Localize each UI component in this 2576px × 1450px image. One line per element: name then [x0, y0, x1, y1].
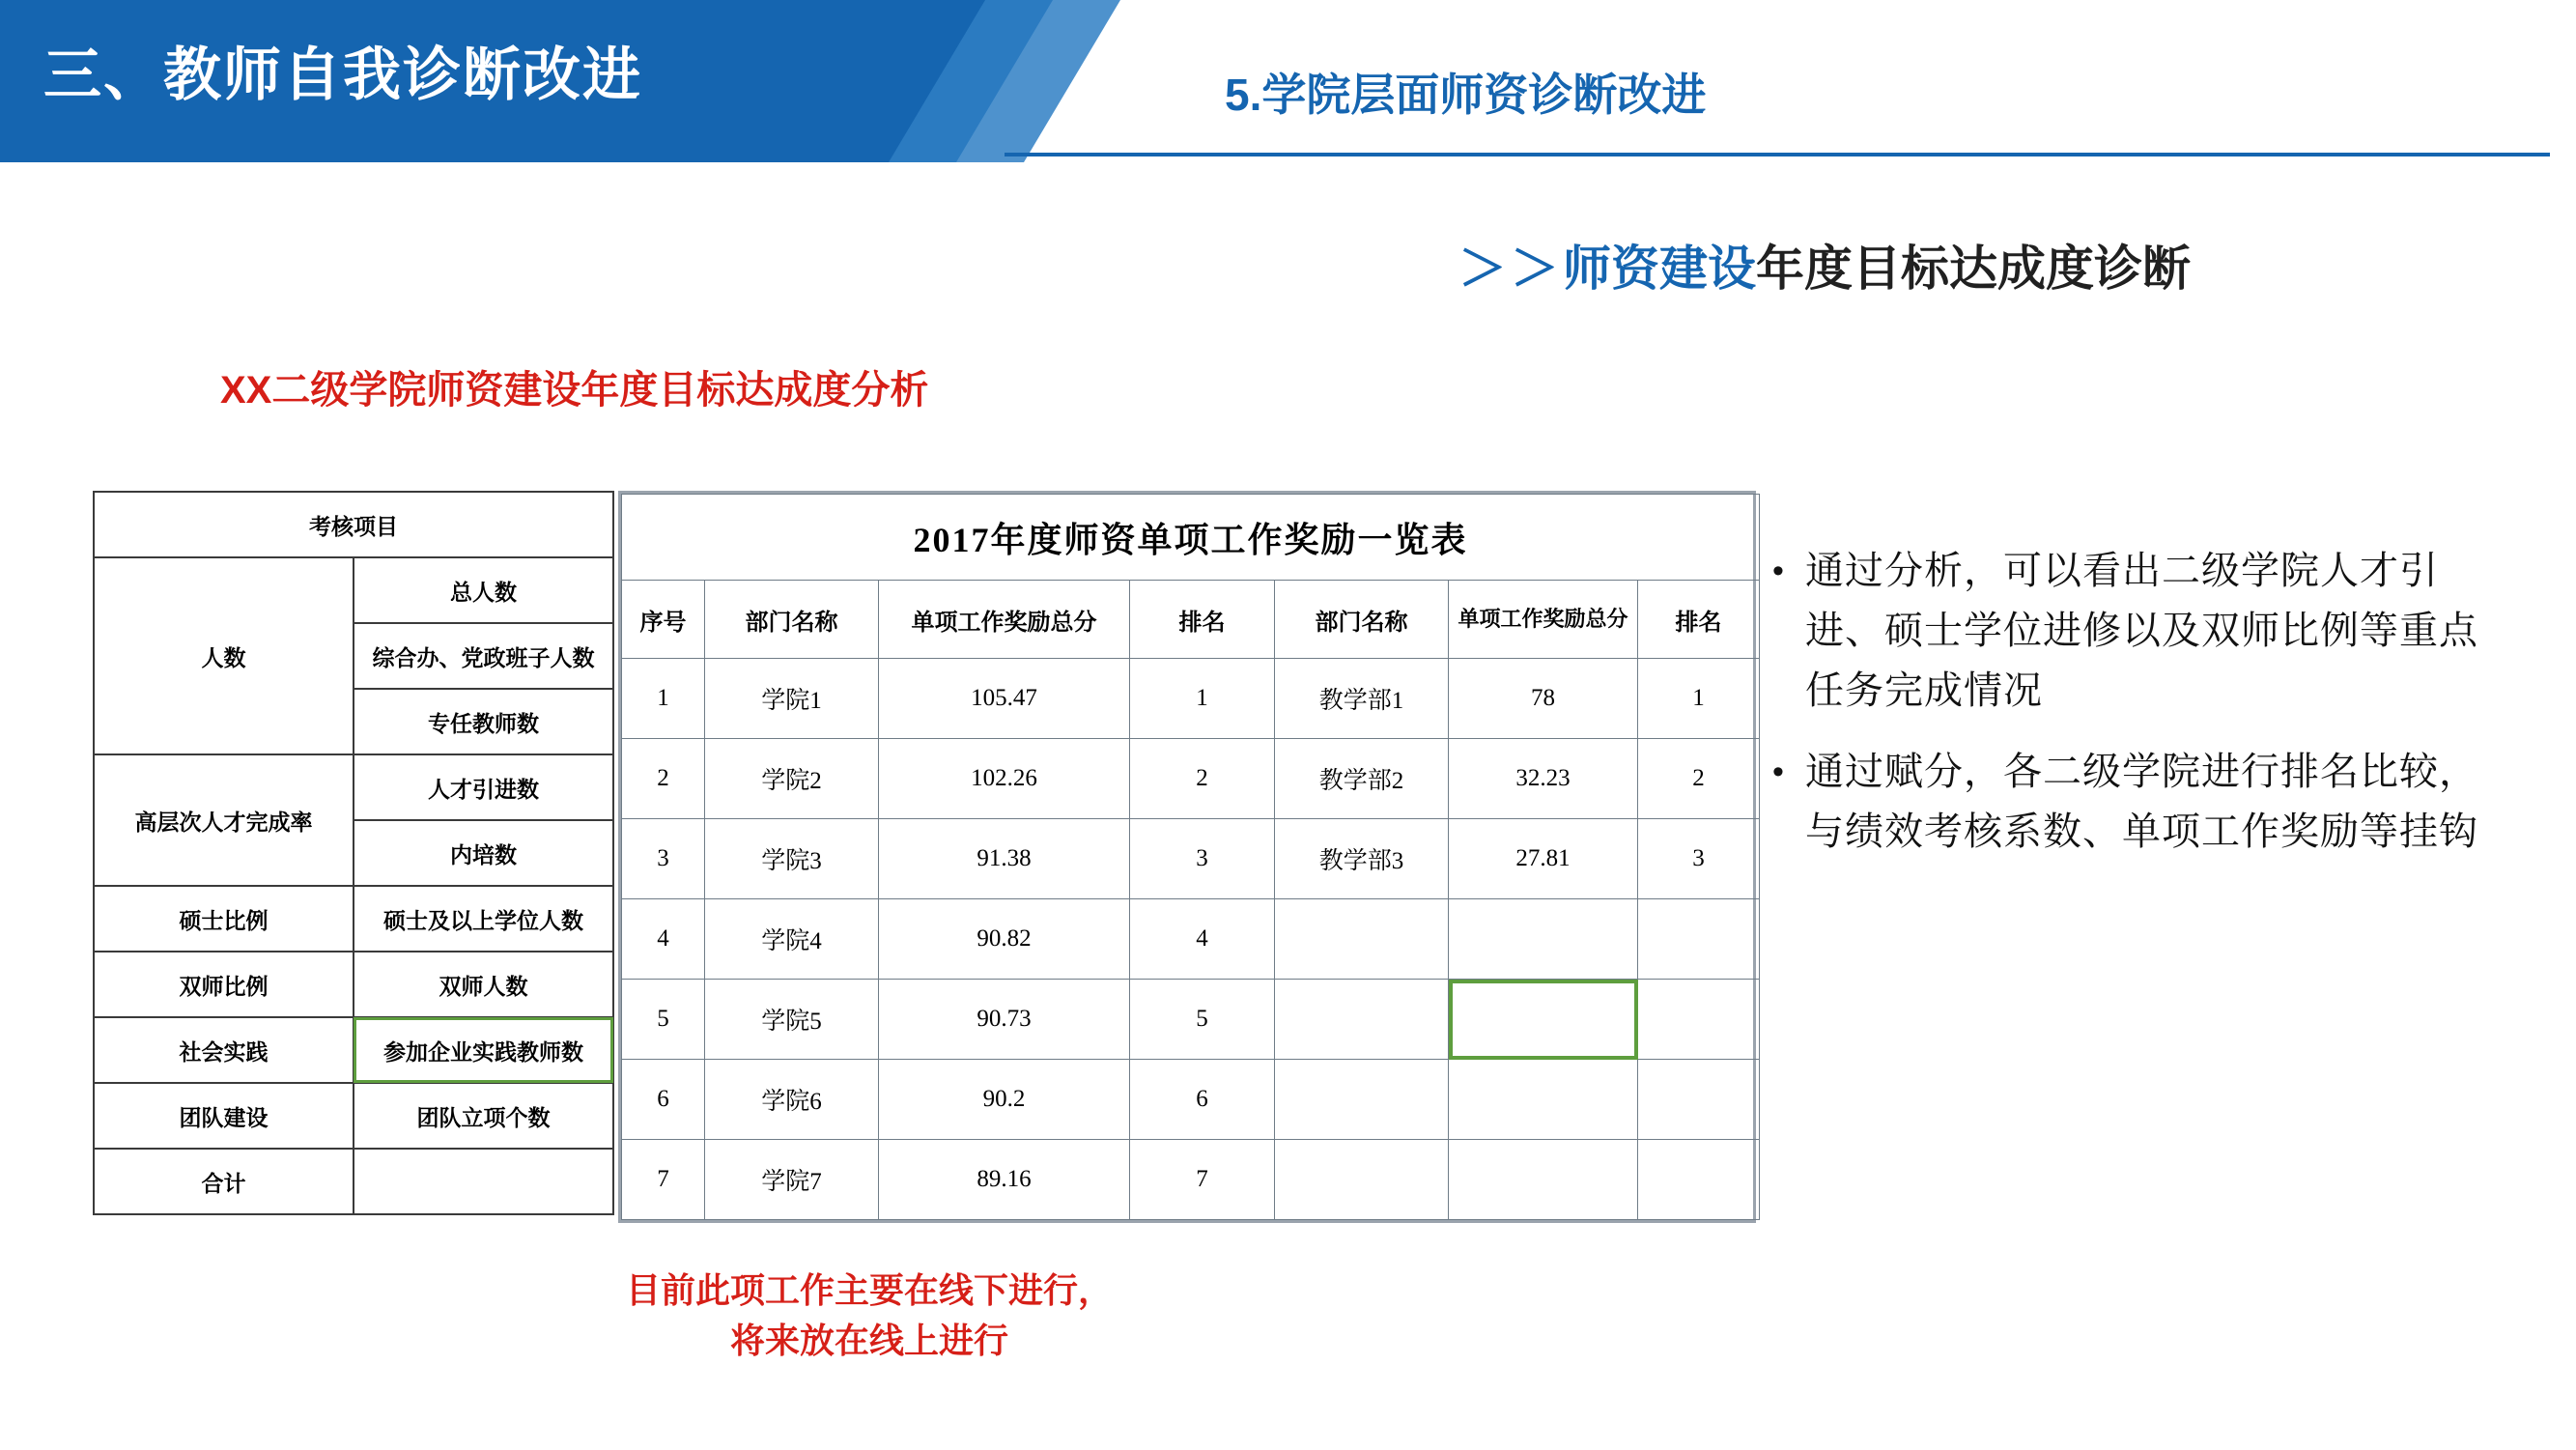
- cell-dept-1[interactable]: 学院2: [705, 739, 879, 819]
- cell-score-1[interactable]: 102.26: [879, 739, 1130, 819]
- cell-dept-2[interactable]: [1275, 1060, 1449, 1140]
- table-row: [622, 1140, 1760, 1220]
- header-divider: [1005, 153, 2550, 156]
- row-item-dual-teacher-count: 双师人数: [354, 952, 613, 1017]
- row-item-enterprise-practice-teachers[interactable]: 参加企业实践教师数: [354, 1017, 613, 1083]
- column-header-dept-2: 部门名称: [1275, 581, 1449, 659]
- section-heading: [1458, 230, 2191, 299]
- assessment-table-header: 考核项目: [94, 492, 613, 557]
- bullet-text-2: 通过赋分，各二级学院进行排名比较，与绩效考核系数、单项工作奖励等挂钩: [1805, 751, 2478, 853]
- table-row: [622, 739, 1760, 819]
- cell-dept-2[interactable]: [1275, 980, 1449, 1060]
- row-category-master-ratio: 硕士比例: [94, 886, 354, 952]
- row-category-dual-teacher-ratio: 双师比例: [94, 952, 354, 1017]
- column-header-score-1: 单项工作奖励总分: [879, 581, 1130, 659]
- header-subtitle: 5.学院层面师资诊断改进: [1225, 70, 1707, 120]
- analysis-title: XX二级学院师资建设年度目标达成度分析: [220, 369, 929, 412]
- cell-dept-2[interactable]: [1275, 899, 1449, 980]
- cell-score-1[interactable]: 90.73: [879, 980, 1130, 1060]
- row-item-admin-people: 综合办、党政班子人数: [354, 623, 613, 689]
- cell-dept-1[interactable]: 学院3: [705, 819, 879, 899]
- slide-header: [0, 0, 2576, 162]
- bullet-dot-icon: •: [1772, 553, 1784, 589]
- table-row: [94, 557, 613, 623]
- table-row: [94, 952, 613, 1017]
- cell-score-1[interactable]: 90.2: [879, 1060, 1130, 1140]
- cell-rank-1[interactable]: 7: [1130, 1140, 1275, 1220]
- summary-bullet-list: [1772, 541, 2487, 883]
- list-item: [1772, 742, 2487, 862]
- bullet-text-1: 通过分析，可以看出二级学院人才引进、硕士学位进修以及双师比例等重点任务完成情况: [1805, 550, 2478, 712]
- column-header-dept-1: 部门名称: [705, 581, 879, 659]
- column-header-score-2: 单项工作奖励总分: [1449, 581, 1638, 659]
- table-row: [94, 492, 613, 557]
- table-row: [94, 1017, 613, 1083]
- row-item-fulltime-teachers: 专任教师数: [354, 689, 613, 754]
- table-row: [622, 1060, 1760, 1140]
- cell-rank-2[interactable]: 1: [1638, 659, 1760, 739]
- row-category-high-level-talent: 高层次人才完成率: [94, 754, 354, 886]
- cell-score-1[interactable]: 89.16: [879, 1140, 1130, 1220]
- section-heading-dark: 年度目标达成度诊断: [1756, 242, 2191, 296]
- table-row: [622, 980, 1760, 1060]
- cell-rank-1[interactable]: 1: [1130, 659, 1275, 739]
- cell-rank-2[interactable]: 2: [1638, 739, 1760, 819]
- cell-seq[interactable]: 4: [622, 899, 705, 980]
- cell-dept-1[interactable]: 学院5: [705, 980, 879, 1060]
- cell-seq[interactable]: 3: [622, 819, 705, 899]
- selected-cell[interactable]: [1449, 980, 1638, 1060]
- table-row: [622, 899, 1760, 980]
- cell-score-1[interactable]: 90.82: [879, 899, 1130, 980]
- row-item-talent-introduced: 人才引进数: [354, 754, 613, 820]
- row-item-team-projects: 团队立项个数: [354, 1083, 613, 1149]
- row-category-total: 合计: [94, 1149, 354, 1214]
- row-item-total-people: 总人数: [354, 557, 613, 623]
- footer-note-line-2: 将来放在线上进行: [729, 1321, 1008, 1360]
- cell-dept-2[interactable]: 教学部2: [1275, 739, 1449, 819]
- table-row: [622, 819, 1760, 899]
- table-row: [622, 659, 1760, 739]
- cell-seq[interactable]: 1: [622, 659, 705, 739]
- cell-score-2[interactable]: [1449, 1060, 1638, 1140]
- footer-note: [0, 1265, 1739, 1366]
- cell-rank-2[interactable]: [1638, 1060, 1760, 1140]
- cell-rank-1[interactable]: 6: [1130, 1060, 1275, 1140]
- cell-seq[interactable]: 5: [622, 980, 705, 1060]
- column-header-seq: 序号: [622, 581, 705, 659]
- row-category-people: 人数: [94, 557, 354, 754]
- cell-rank-1[interactable]: 5: [1130, 980, 1275, 1060]
- row-item-internal-training: 内培数: [354, 820, 613, 886]
- cell-rank-2[interactable]: [1638, 1140, 1760, 1220]
- bullet-dot-icon: •: [1772, 753, 1784, 790]
- cell-dept-1[interactable]: 学院1: [705, 659, 879, 739]
- cell-seq[interactable]: 7: [622, 1140, 705, 1220]
- double-chevron-right-icon: ＞＞: [1458, 242, 1563, 296]
- footer-note-line-1: 目前此项工作主要在线下进行，: [625, 1270, 1113, 1310]
- cell-rank-1[interactable]: 4: [1130, 899, 1275, 980]
- cell-dept-1[interactable]: 学院7: [705, 1140, 879, 1220]
- column-header-rank-2: 排名: [1638, 581, 1760, 659]
- page-title: 三、教师自我诊断改进: [43, 43, 642, 107]
- table-row: [94, 1083, 613, 1149]
- column-header-rank-1: 排名: [1130, 581, 1275, 659]
- table-row: [94, 886, 613, 952]
- cell-score-2[interactable]: 27.81: [1449, 819, 1638, 899]
- section-heading-blue: 师资建设: [1563, 242, 1756, 296]
- cell-score-2[interactable]: [1449, 899, 1638, 980]
- table-row: [622, 495, 1760, 581]
- row-category-social-practice: 社会实践: [94, 1017, 354, 1083]
- cell-dept-1[interactable]: 学院6: [705, 1060, 879, 1140]
- assessment-items-table: [93, 491, 614, 1215]
- cell-score-1[interactable]: 91.38: [879, 819, 1130, 899]
- cell-dept-2[interactable]: [1275, 1140, 1449, 1220]
- cell-rank-2[interactable]: [1638, 980, 1760, 1060]
- table-row: [94, 754, 613, 820]
- cell-rank-2[interactable]: [1638, 899, 1760, 980]
- row-item-total-blank: [354, 1149, 613, 1214]
- cell-dept-2[interactable]: 教学部1: [1275, 659, 1449, 739]
- row-item-master-degree-count: 硕士及以上学位人数: [354, 886, 613, 952]
- award-table-container: [618, 491, 1756, 1223]
- cell-dept-1[interactable]: 学院4: [705, 899, 879, 980]
- cell-score-1[interactable]: 105.47: [879, 659, 1130, 739]
- cell-seq[interactable]: 6: [622, 1060, 705, 1140]
- cell-score-2[interactable]: 32.23: [1449, 739, 1638, 819]
- table-row: [94, 1149, 613, 1214]
- award-table-title: 2017年度师资单项工作奖励一览表: [622, 495, 1760, 581]
- cell-score-2[interactable]: [1449, 1140, 1638, 1220]
- row-category-team-building: 团队建设: [94, 1083, 354, 1149]
- list-item: [1772, 541, 2487, 721]
- cell-rank-1[interactable]: 2: [1130, 739, 1275, 819]
- cell-score-2[interactable]: 78: [1449, 659, 1638, 739]
- table-header-row: [622, 581, 1760, 659]
- cell-dept-2[interactable]: 教学部3: [1275, 819, 1449, 899]
- cell-rank-2[interactable]: 3: [1638, 819, 1760, 899]
- cell-rank-1[interactable]: 3: [1130, 819, 1275, 899]
- award-summary-table: [621, 494, 1760, 1220]
- cell-seq[interactable]: 2: [622, 739, 705, 819]
